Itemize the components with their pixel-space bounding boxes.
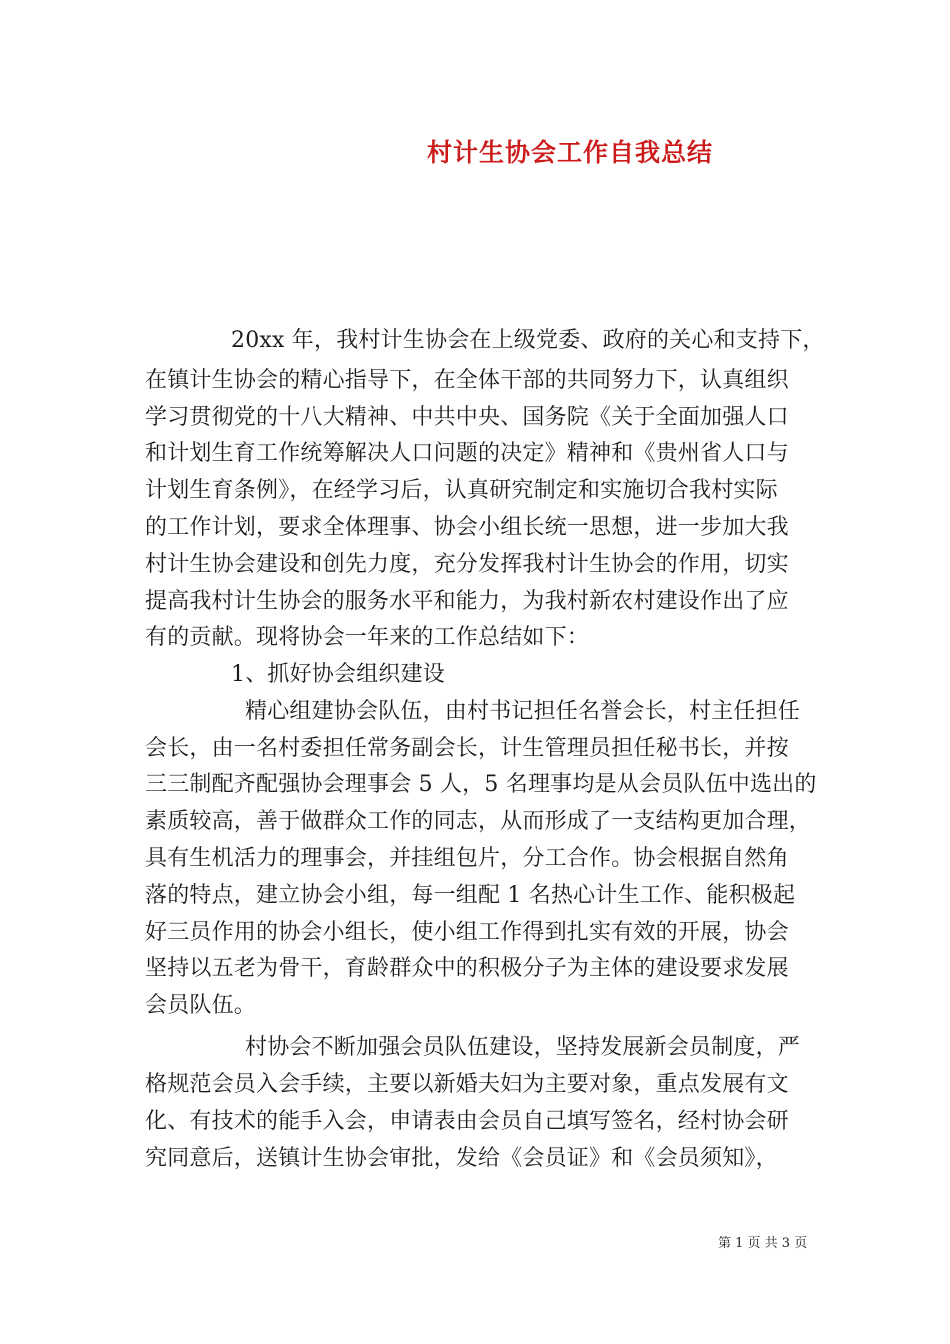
paragraph-line: 20xx 年，我村计生协会在上级党委、政府的关心和支持下， (231, 328, 825, 353)
section-heading: 1、抓好协会组织建设 (231, 662, 445, 687)
paragraph-line: 精心组建协会队伍，由村书记担任名誉会长，村主任担任 (245, 699, 801, 724)
paragraph-line: 三三制配齐配强协会理事会 5 人，5 名理事均是从会员队伍中选出的 (145, 772, 817, 797)
paragraph-line: 和计划生育工作统筹解决人口问题的决定》精神和《贵州省人口与 (145, 441, 789, 466)
paragraph-line: 究同意后，送镇计生协会审批，发给《会员证》和《会员须知》， (145, 1146, 778, 1171)
paragraph-line: 学习贯彻党的十八大精神、中共中央、国务院《关于全面加强人口 (145, 405, 789, 430)
paragraph-line: 坚持以五老为骨干，育龄群众中的积极分子为主体的建设要求发展 (145, 956, 789, 981)
paragraph-line: 在镇计生协会的精心指导下，在全体干部的共同努力下，认真组织 (145, 368, 789, 393)
paragraph-line: 村协会不断加强会员队伍建设，坚持发展新会员制度，严 (245, 1035, 801, 1060)
paragraph-line: 有的贡献。现将协会一年来的工作总结如下： (145, 625, 590, 650)
paragraph-line: 格规范会员入会手续，主要以新婚夫妇为主要对象，重点发展有文 (145, 1072, 789, 1097)
paragraph-line: 会长，由一名村委担任常务副会长，计生管理员担任秘书长，并按 (145, 736, 789, 761)
paragraph-line: 提高我村计生协会的服务水平和能力，为我村新农村建设作出了应 (145, 589, 789, 614)
paragraph-line: 化、有技术的能手入会，申请表由会员自己填写签名，经村协会研 (145, 1109, 789, 1134)
document-title: 村计生协会工作自我总结 (426, 138, 713, 167)
paragraph-line: 计划生育条例》，在经学习后，认真研究制定和实施切合我村实际 (145, 478, 778, 503)
paragraph-line: 具有生机活力的理事会，并挂组包片，分工合作。协会根据自然角 (145, 846, 789, 871)
page-number-footer: 第 1 页 共 3 页 (718, 1236, 808, 1251)
paragraph-line: 的工作计划，要求全体理事、协会小组长统一思想，进一步加大我 (145, 515, 789, 540)
paragraph-line: 落的特点，建立协会小组，每一组配 1 名热心计生工作、能积极起 (145, 883, 796, 908)
paragraph-line: 素质较高，善于做群众工作的同志，从而形成了一支结构更加合理， (145, 809, 812, 834)
paragraph-line: 村计生协会建设和创先力度，充分发挥我村计生协会的作用，切实 (145, 552, 789, 577)
paragraph-line: 好三员作用的协会小组长，使小组工作得到扎实有效的开展，协会 (145, 920, 789, 945)
paragraph-line: 会员队伍。 (145, 993, 257, 1018)
